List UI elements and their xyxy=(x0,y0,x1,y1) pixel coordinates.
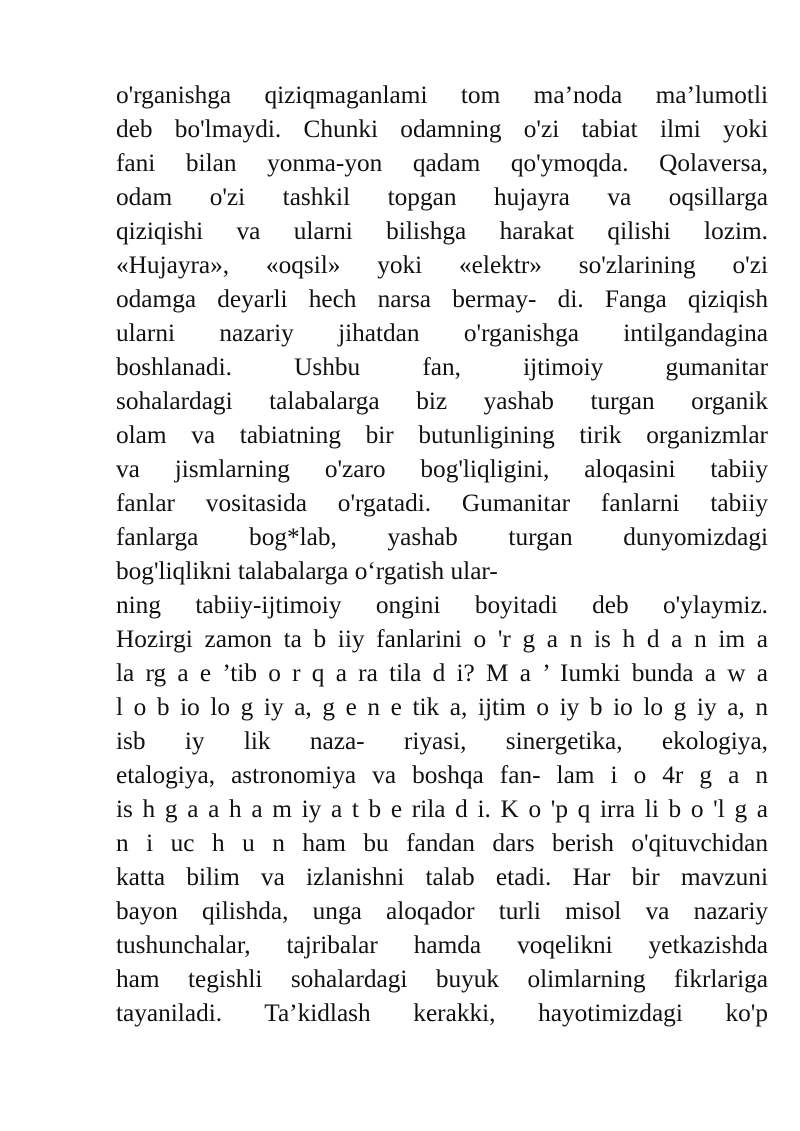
text-line: ning tabiiy-ijtimoiy ongini boyitadi deb o'ylaymiz. xyxy=(116,591,768,619)
text-line: isb iy lik naza- riyasi, sinergetika, ekologiya, xyxy=(116,727,768,755)
body-text xyxy=(116,78,768,1030)
text-line: bayon qilishda, unga aloqador turli misol va nazariy xyxy=(116,897,768,925)
text-line: «Hujayra», «oqsil» yoki «elektr» so'zlarining o'zi xyxy=(116,251,768,279)
text-line: n i uc h u n ham bu fandan dars berish o'qituvchidan xyxy=(116,829,768,857)
text-line: fani bilan yonma-yon qadam qo'ymoqda. Qolaversa, xyxy=(116,149,768,177)
text-line: l o b io lo g iy a, g e n e tik a, ijtim o iy b io lo g iy a, n xyxy=(116,693,768,721)
text-line: olam va tabiatning bir butunligining tirik organizmlar xyxy=(116,421,768,449)
text-line: boshlanadi. Ushbu fan, ijtimoiy gumanitar xyxy=(116,353,768,381)
text-line: deb bo'lmaydi. Chunki odamning o'zi tabiat ilmi yoki xyxy=(116,115,768,143)
text-line: qiziqishi va ularni bilishga harakat qilishi lozim. xyxy=(116,217,768,245)
text-line: bog'liqlikni talabalarga o‘rgatish ular- xyxy=(116,557,498,585)
text-line: o'rganishga qiziqmaganlami tom ma’noda ma’lumotli xyxy=(116,81,768,109)
text-line: fanlarga bog*lab, yashab turgan dunyomizdagi xyxy=(116,523,768,551)
text-line: Hozirgi zamon ta b iiy fanlarini o 'r g a n is h d a n im a xyxy=(116,625,768,653)
text-line: etalogiya, astronomiya va boshqa fan- lam i o 4r g a n xyxy=(116,761,768,789)
text-line: va jismlarning o'zaro bog'liqligini, aloqasini tabiiy xyxy=(116,455,768,483)
text-line: is h g a a h a m iy a t b e rila d i. K o 'p q irra li b o 'l g a xyxy=(116,795,768,823)
text-line: la rg a e ’tib o r q a ra tila d i? M a ’ Iumki bunda a w a xyxy=(116,659,768,687)
text-line: tayaniladi. Ta’kidlash kerakki, hayotimizdagi ko'p xyxy=(116,999,768,1027)
text-line: odam o'zi tashkil topgan hujayra va oqsillarga xyxy=(116,183,768,211)
text-line: ham tegishli sohalardagi buyuk olimlarning fikrlariga xyxy=(116,965,768,993)
text-line: tushunchalar, tajribalar hamda voqelikni yetkazishda xyxy=(116,931,768,959)
text-line: odamga deyarli hech narsa bermay- di. Fanga qiziqish xyxy=(116,285,768,313)
text-line: fanlar vositasida o'rgatadi. Gumanitar fanlarni tabiiy xyxy=(116,489,768,517)
text-line: ularni nazariy jihatdan o'rganishga intilgandagina xyxy=(116,319,768,347)
text-line: katta bilim va izlanishni talab etadi. Har bir mavzuni xyxy=(116,863,768,891)
text-line: sohalardagi talabalarga biz yashab turgan organik xyxy=(116,387,768,415)
